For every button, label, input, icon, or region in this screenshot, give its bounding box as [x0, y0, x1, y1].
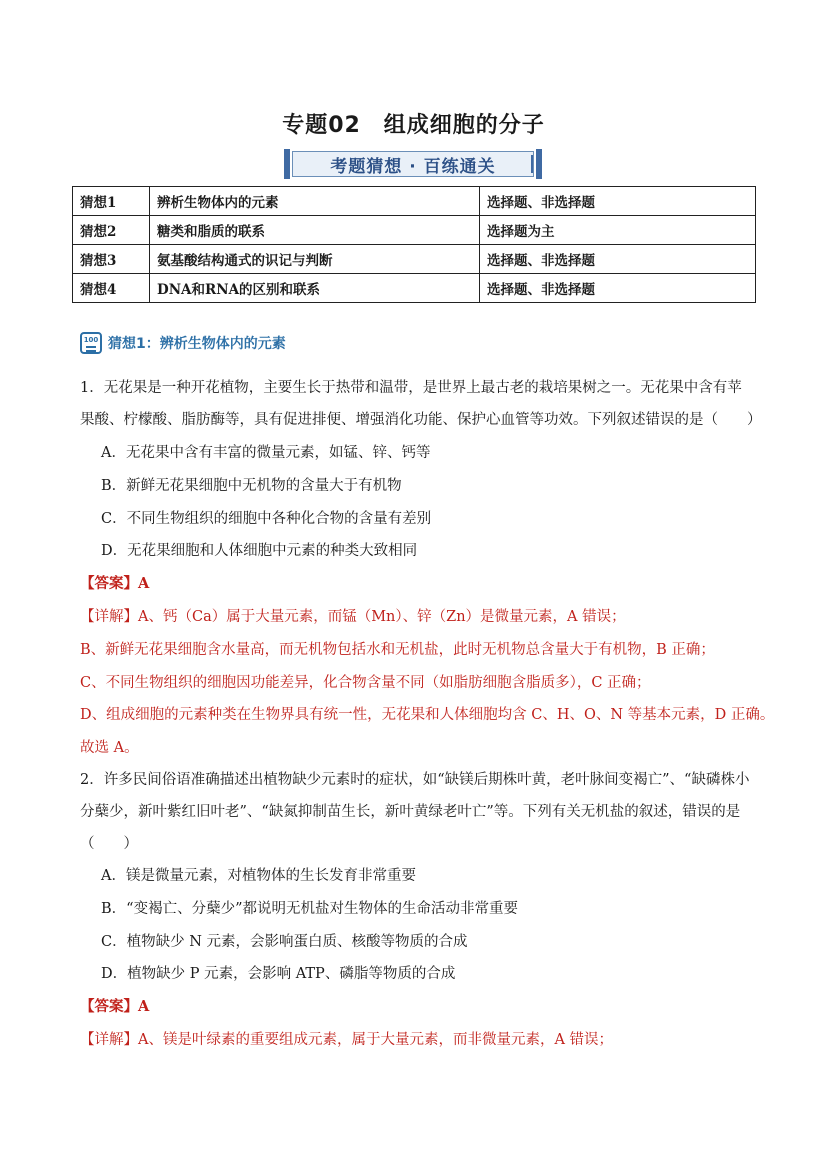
banner-right-cap — [536, 149, 542, 179]
explanation-line: C、不同生物组织的细胞因功能差异，化合物含量不同（如脂肪细胞含脂质多），C 正确； — [80, 675, 651, 691]
banner-label: 考题猜想 · 百练通关 — [292, 151, 534, 177]
table-row — [73, 187, 756, 216]
table-cell: 猜想3 — [73, 245, 150, 274]
question-stem: 分蘖少，新叶紫红旧叶老”、“缺氮抑制苗生长，新叶黄绿老叶亡”等。下列有关无机盐的叙述，错误的是 — [80, 804, 741, 820]
table-cell: 糖类和脂质的联系 — [150, 216, 480, 245]
section-heading-text: 猜想1：辨析生物体内的元素 — [108, 336, 286, 352]
answer-label: 【答案】A — [80, 575, 150, 592]
table-cell: 选择题、非选择题 — [480, 187, 756, 216]
explanation-line: B、新鲜无花果细胞含水量高，而无机物包括水和无机盐，此时无机物总含量大于有机物，B 正确； — [80, 642, 715, 658]
option: C．植物缺少 N 元素，会影响蛋白质、核酸等物质的合成 — [101, 934, 468, 950]
table-cell: 猜想4 — [73, 274, 150, 303]
table-cell: 选择题、非选择题 — [480, 245, 756, 274]
table-cell: 猜想1 — [73, 187, 150, 216]
table-cell: 辨析生物体内的元素 — [150, 187, 480, 216]
question-stem: 果酸、柠檬酸、脂肪酶等，具有促进排便、增强消化功能、保护心血管等功效。下列叙述错误的是（ ） — [80, 412, 762, 428]
table-cell: 氨基酸结构通式的识记与判断 — [150, 245, 480, 274]
question-stem: 2．许多民间俗语准确描述出植物缺少元素时的症状，如“缺镁后期株叶黄，老叶脉间变褐亡”、“缺磷株小 — [80, 772, 750, 788]
table-row — [73, 274, 756, 303]
option: D．无花果细胞和人体细胞中元素的种类大致相同 — [101, 543, 418, 559]
page-title: 专题02 组成细胞的分子 — [282, 113, 545, 138]
table-cell: 猜想2 — [73, 216, 150, 245]
explanation-line: 【详解】A、钙（Ca）属于大量元素，而锰（Mn）、锌（Zn）是微量元素，A 错误； — [80, 609, 626, 625]
option: A．镁是微量元素，对植物体的生长发育非常重要 — [101, 868, 416, 884]
guess-overview-table — [72, 186, 756, 303]
option: D．植物缺少 P 元素，会影响 ATP、磷脂等物质的合成 — [101, 966, 456, 982]
banner-left-cap — [284, 149, 290, 179]
question-stem: （ ） — [80, 836, 138, 852]
explanation-line: 【详解】A、镁是叶绿素的重要组成元素，属于大量元素，而非微量元素，A 错误； — [80, 1032, 614, 1048]
table-cell: 选择题为主 — [480, 216, 756, 245]
question-stem: 1．无花果是一种开花植物，主要生长于热带和温带，是世界上最古老的栽培果树之一。无花果中含有苹 — [80, 380, 742, 396]
section-heading — [80, 332, 286, 354]
option: A．无花果中含有丰富的微量元素，如锰、锌、钙等 — [101, 445, 431, 461]
table-cell: 选择题、非选择题 — [480, 274, 756, 303]
icon-text: 100 — [83, 336, 99, 344]
table-cell: DNA和RNA的区别和联系 — [150, 274, 480, 303]
option: C．不同生物组织的细胞中各种化合物的含量有差别 — [101, 511, 432, 527]
option: B．新鲜无花果细胞中无机物的含量大于有机物 — [101, 478, 402, 494]
section-banner — [284, 149, 542, 179]
table-row — [73, 216, 756, 245]
table-row — [73, 245, 756, 274]
answer-label: 【答案】A — [80, 998, 150, 1015]
score-sheet-icon — [80, 332, 102, 354]
explanation-line: D、组成细胞的元素种类在生物界具有统一性，无花果和人体细胞均含 C、H、O、N 等基本元素，D 正确。 — [80, 707, 775, 723]
banner-right-tick — [531, 155, 533, 173]
option: B．“变褐亡、分蘖少”都说明无机盐对生物体的生命活动非常重要 — [101, 901, 518, 917]
explanation-line: 故选 A。 — [80, 740, 139, 756]
